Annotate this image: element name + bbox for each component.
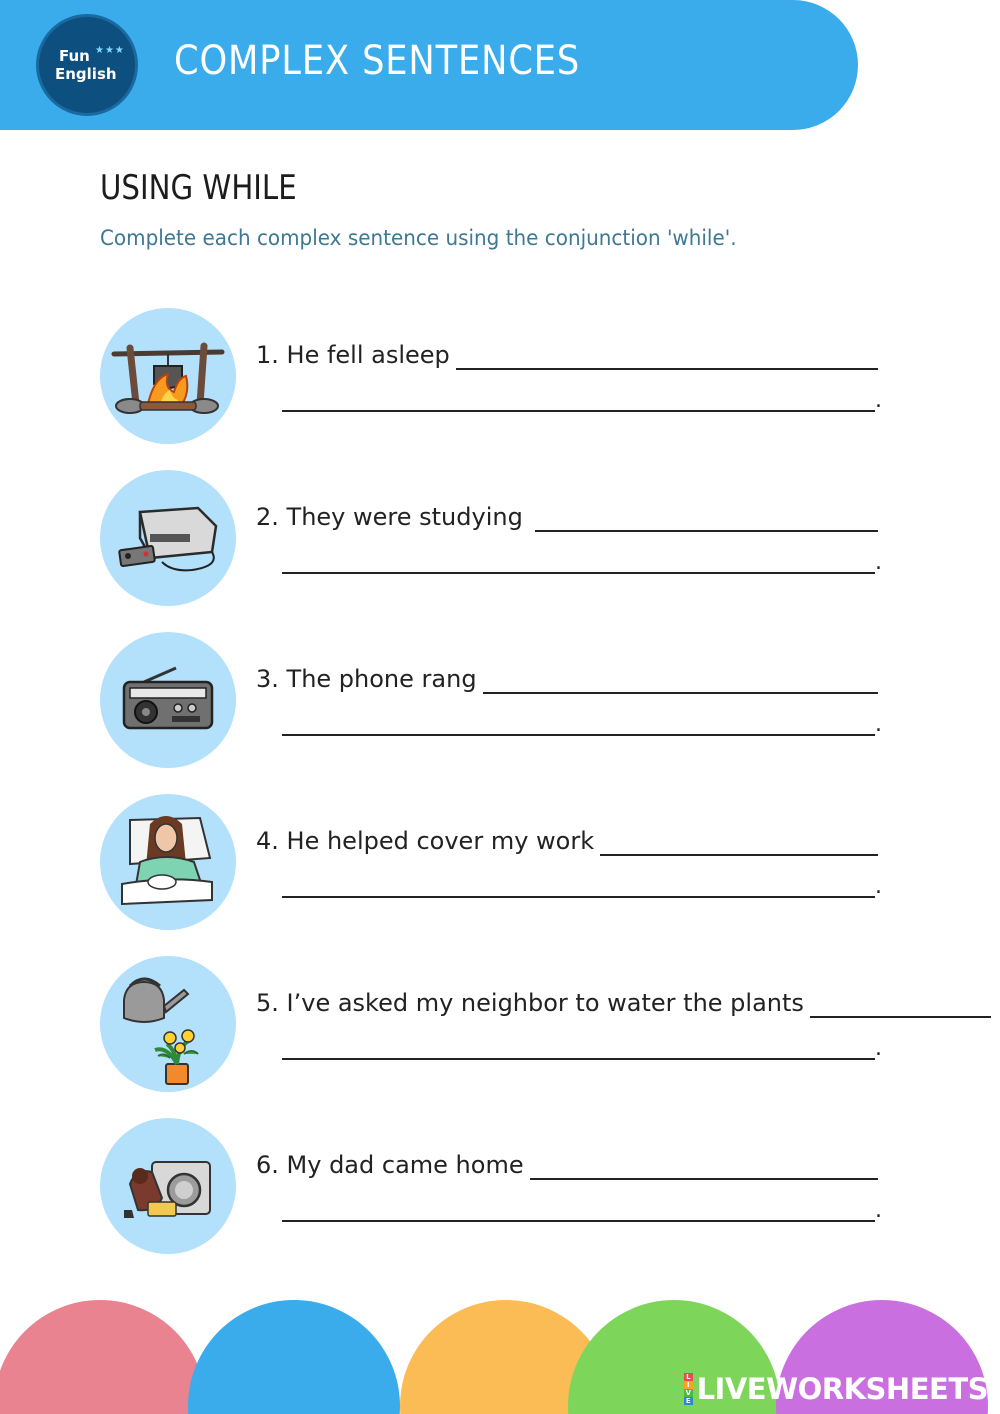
question-5-continuation [282,1030,882,1060]
question-1-period: . [875,388,882,413]
section-title: USING WHILE [100,168,297,208]
question-5-prompt: 5. I’ve asked my neighbor to water the plants [256,989,804,1017]
question-6-period: . [875,1198,882,1223]
logo [36,14,138,116]
question-5-answer-line-1[interactable] [810,986,991,1018]
hospital-bed-icon [100,794,236,930]
logo-stars-icon: ★★★ [95,45,125,56]
question-2 [256,496,882,532]
question-6-answer-line-1[interactable] [530,1148,878,1180]
liveworksheets-watermark[interactable] [684,1372,988,1406]
watermark-text: LIVEWORKSHEETS [696,1372,988,1406]
question-3 [256,658,882,694]
laundry-icon [100,1118,236,1254]
question-1-answer-line-2[interactable] [282,380,875,412]
game-console-icon [100,470,236,606]
radio-icon [100,632,236,768]
question-3-period: . [875,712,882,737]
watering-can-icon [100,956,236,1092]
question-4-prompt: 4. He helped cover my work [256,827,595,855]
question-2-continuation [282,544,882,574]
question-6-answer-line-2[interactable] [282,1190,875,1222]
footer-circle-pink [0,1300,206,1414]
question-6-prompt: 6. My dad came home [256,1151,524,1179]
question-4-answer-line-1[interactable] [600,824,878,856]
question-3-answer-line-2[interactable] [282,704,875,736]
campfire-icon [100,308,236,444]
question-1-prompt: 1. He fell asleep [256,341,450,369]
question-2-answer-line-1[interactable] [535,500,878,532]
question-3-answer-line-1[interactable] [483,662,878,694]
question-1-answer-line-1[interactable] [456,338,878,370]
question-6-continuation [282,1192,882,1222]
question-1-continuation [282,382,882,412]
question-5-answer-line-2[interactable] [282,1028,875,1060]
question-2-prompt: 2. They were studying [256,503,523,531]
footer-circle-blue [188,1300,400,1414]
question-4-continuation [282,868,882,898]
instructions: Complete each complex sentence using the conjunction 'while'. [100,226,737,250]
page-title: COMPLEX SENTENCES [174,38,581,84]
question-2-period: . [875,550,882,575]
question-4 [256,820,882,856]
question-5 [256,982,882,1018]
question-3-continuation [282,706,882,736]
question-2-answer-line-2[interactable] [282,542,875,574]
question-5-period: . [875,1036,882,1061]
question-4-answer-line-2[interactable] [282,866,875,898]
question-3-prompt: 3. The phone rang [256,665,477,693]
question-1 [256,334,882,370]
logo-text-line1: Fun [59,47,90,65]
liveworksheets-logo-icon: L I V E [684,1373,693,1405]
logo-text-line2: English [55,65,117,83]
question-4-period: . [875,874,882,899]
question-6 [256,1144,882,1180]
